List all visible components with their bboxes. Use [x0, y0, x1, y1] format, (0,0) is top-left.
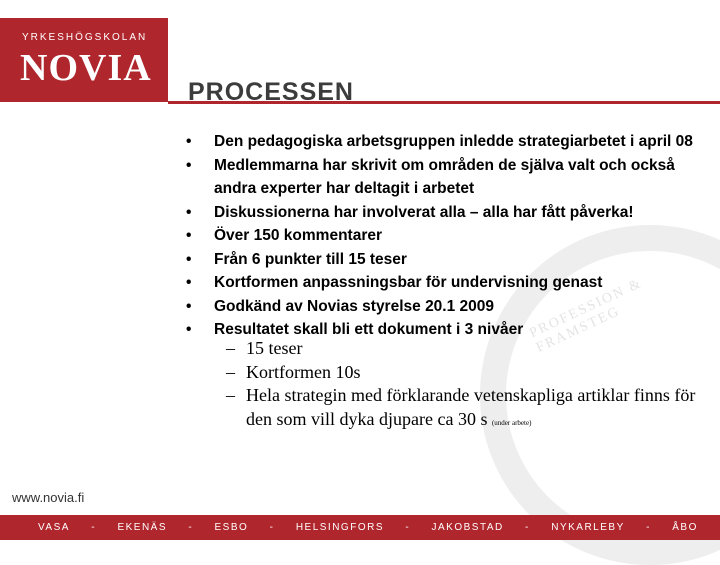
bullet-text: Godkänd av Novias styrelse 20.1 2009: [214, 297, 495, 315]
bullet-item: [186, 201, 706, 225]
bullet-icon: •: [186, 274, 192, 291]
sub-bullet-text: Kortformen 10s: [246, 361, 361, 382]
campus-label: HELSINGFORS: [295, 522, 384, 533]
slide-title: PROCESSEN: [188, 78, 354, 106]
website-link[interactable]: www.novia.fi: [12, 490, 85, 505]
campus-label: EKENÄS: [117, 522, 168, 533]
sub-bullet-item: [226, 361, 696, 385]
bullet-text: Över 150 kommentarer: [214, 227, 383, 244]
footer-campus-bar: [0, 515, 720, 540]
separator: -: [188, 522, 194, 533]
dash-icon: –: [226, 385, 235, 405]
watermark-text: PROFESSION & FRAMSTEG: [527, 275, 645, 356]
bullet-list: [186, 130, 706, 342]
separator: -: [405, 522, 411, 533]
bullet-icon: •: [186, 133, 192, 150]
bullet-icon: •: [186, 227, 192, 244]
separator: -: [525, 522, 530, 533]
bullet-icon: •: [186, 250, 192, 268]
work-in-progress-note: (under arbete): [491, 418, 532, 427]
separator: -: [269, 522, 275, 533]
bullet-text: Den pedagogiska arbetsgruppen inledde strategiarbetet i april 08: [214, 133, 693, 150]
sub-bullet-text: 15 teser: [246, 338, 303, 358]
campus-label: VASA: [38, 522, 70, 533]
bullet-text: Kortformen anpassningsbar för undervisning genast: [214, 274, 603, 291]
bullet-item: [186, 130, 706, 154]
bullet-item: [186, 224, 706, 248]
bullet-item: [186, 271, 706, 295]
bullet-text: Resultatet skall bli ett dokument i 3 nivåer: [214, 321, 524, 338]
novia-logo: [0, 18, 168, 102]
bullet-item: [186, 154, 706, 201]
campus-label: ÅBO: [672, 522, 698, 533]
bullet-text: Diskussionerna har involverat alla – alla har fått påverka!: [214, 203, 634, 221]
logo-subtitle: YRKESHÖGSKOLAN: [22, 32, 148, 43]
bullet-icon: •: [186, 203, 192, 221]
bullet-item: [186, 248, 706, 272]
campus-label: NYKARLEBY: [551, 522, 625, 533]
bullet-icon: •: [186, 321, 192, 338]
bullet-icon: •: [186, 297, 192, 315]
campus-label: JAKOBSTAD: [431, 522, 504, 533]
sub-bullet-item: [226, 337, 696, 361]
bullet-item: [186, 295, 706, 319]
separator: -: [646, 522, 651, 533]
separator: -: [91, 522, 97, 533]
bullet-text: Från 6 punkter till 15 teser: [214, 250, 407, 268]
sub-bullet-text: Hela strategin med förklarande vetenskapliga artiklar finns för den som vill dyka djupare ca 30 s: [246, 385, 696, 429]
campus-label: ESBO: [214, 522, 249, 533]
sub-bullet-item: [226, 384, 696, 435]
dash-icon: –: [226, 338, 235, 358]
bullet-text: Medlemmarna har skrivit om områden de själva valt och också andra experter har deltagit i arbetet: [214, 156, 675, 197]
dash-icon: –: [226, 361, 235, 382]
sub-bullet-list: [226, 337, 696, 435]
bullet-icon: •: [186, 156, 192, 174]
logo-wordmark: NOVIA: [20, 47, 152, 89]
